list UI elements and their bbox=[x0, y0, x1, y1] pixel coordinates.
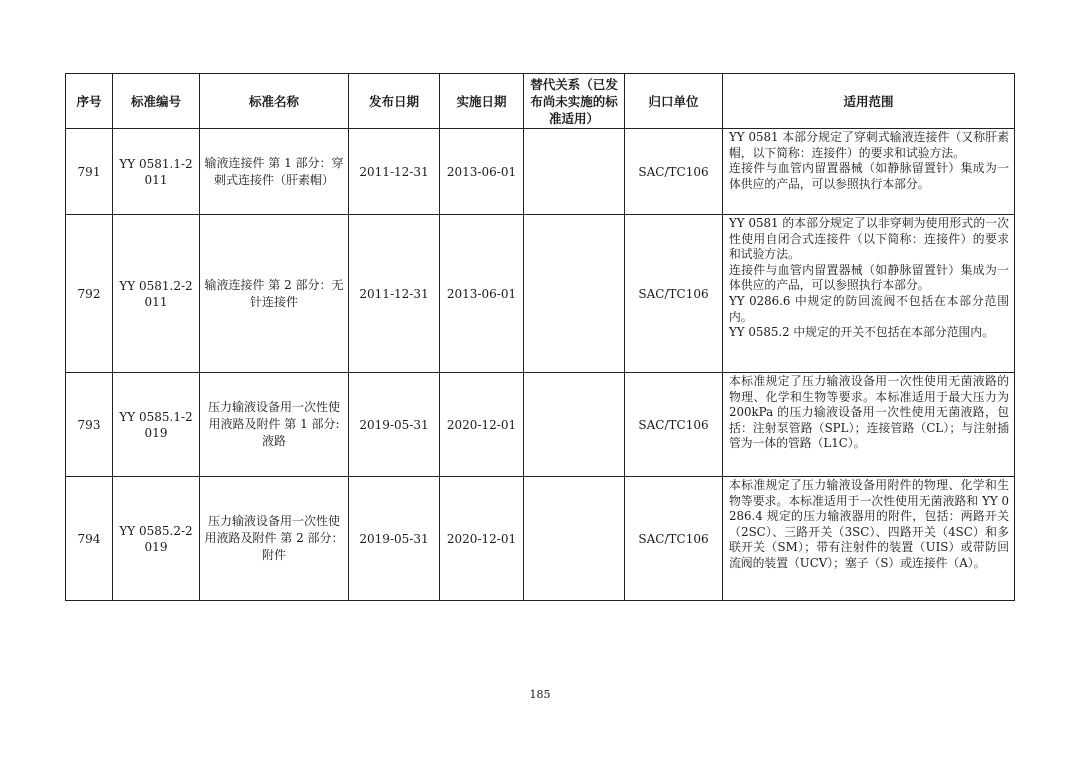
cell-scope bbox=[723, 373, 1015, 477]
cell-replacement bbox=[524, 477, 625, 601]
scope-paragraph: 本标准规定了压力输液设备用一次性使用无菌液路的物理、化学和生物等要求。本标准适用于最大压力为 200kPa 的压力输液设备用一次性使用无菌液路，包括：注射泵管路（SPL）；连接管路（CL）；与注射插管为一体的管路（L1C）。 bbox=[729, 374, 1009, 451]
cell-effective-date: 2013-06-01 bbox=[440, 129, 524, 215]
header-seq: 序号 bbox=[66, 74, 113, 129]
scope-paragraph: YY 0581 的本部分规定了以非穿刺为使用形式的一次性使用自闭合式连接件（以下简称：连接件）的要求和试验方法。 bbox=[729, 216, 1009, 262]
header-publish-date: 发布日期 bbox=[349, 74, 440, 129]
table-row bbox=[66, 129, 1015, 215]
table-row bbox=[66, 373, 1015, 477]
scope-paragraph: YY 0585.2 中规定的开关不包括在本部分范围内。 bbox=[729, 325, 994, 340]
header-scope: 适用范围 bbox=[723, 74, 1015, 129]
cell-publish-date: 2011-12-31 bbox=[349, 215, 440, 373]
cell-seq: 791 bbox=[66, 129, 113, 215]
cell-code: YY 0581.1-2011 bbox=[113, 129, 200, 215]
cell-scope bbox=[723, 477, 1015, 601]
cell-code: YY 0585.2-2019 bbox=[113, 477, 200, 601]
cell-scope bbox=[723, 215, 1015, 373]
header-code: 标准编号 bbox=[113, 74, 200, 129]
cell-unit: SAC/TC106 bbox=[625, 373, 723, 477]
cell-name: 压力输液设备用一次性使用液路及附件 第 1 部分:液路 bbox=[200, 373, 349, 477]
header-replacement: 替代关系（已发布尚未实施的标准适用） bbox=[524, 74, 625, 129]
cell-name: 输液连接件 第 1 部分：穿刺式连接件（肝素帽） bbox=[200, 129, 349, 215]
table-header-row bbox=[66, 74, 1015, 129]
cell-publish-date: 2011-12-31 bbox=[349, 129, 440, 215]
cell-replacement bbox=[524, 129, 625, 215]
cell-publish-date: 2019-05-31 bbox=[349, 373, 440, 477]
cell-seq: 792 bbox=[66, 215, 113, 373]
scope-paragraph: YY 0581 本部分规定了穿刺式输液连接件（又称肝素帽，以下简称：连接件）的要求和试验方法。 bbox=[729, 130, 1009, 160]
cell-scope bbox=[723, 129, 1015, 215]
cell-effective-date: 2020-12-01 bbox=[440, 477, 524, 601]
table-row bbox=[66, 477, 1015, 601]
scope-paragraph: 本标准规定了压力输液设备用附件的物理、化学和生物等要求。本标准适用于一次性使用无菌液路和 YY 0286.4 规定的压力输液器用的附件，包括：两路开关（2SC）、三路开关（3SC）、四路开关（4SC）和多联开关（SM）；带有注射件的装置（UIS）或带防回流阀的装置（UCV）；塞子（S）或连接件（A）。 bbox=[729, 478, 1009, 570]
cell-replacement bbox=[524, 215, 625, 373]
cell-replacement bbox=[524, 373, 625, 477]
scope-paragraph: YY 0286.6 中规定的防回流阀不包括在本部分范围内。 bbox=[729, 293, 1009, 324]
header-unit: 归口单位 bbox=[625, 74, 723, 129]
cell-code: YY 0585.1-2019 bbox=[113, 373, 200, 477]
cell-effective-date: 2020-12-01 bbox=[440, 373, 524, 477]
header-effective-date: 实施日期 bbox=[440, 74, 524, 129]
cell-publish-date: 2019-05-31 bbox=[349, 477, 440, 601]
cell-name: 输液连接件 第 2 部分：无针连接件 bbox=[200, 215, 349, 373]
header-name: 标准名称 bbox=[200, 74, 349, 129]
cell-seq: 794 bbox=[66, 477, 113, 601]
cell-unit: SAC/TC106 bbox=[625, 129, 723, 215]
scope-paragraph: 连接件与血管内留置器械（如静脉留置针）集成为一体供应的产品，可以参照执行本部分。 bbox=[729, 262, 1009, 293]
cell-unit: SAC/TC106 bbox=[625, 477, 723, 601]
standards-table bbox=[65, 73, 1015, 601]
scope-paragraph: 连接件与血管内留置器械（如静脉留置针）集成为一体供应的产品，可以参照执行本部分。 bbox=[729, 161, 1009, 191]
cell-seq: 793 bbox=[66, 373, 113, 477]
table-row bbox=[66, 215, 1015, 373]
cell-name: 压力输液设备用一次性使用液路及附件 第 2 部分：附件 bbox=[200, 477, 349, 601]
cell-code: YY 0581.2-2011 bbox=[113, 215, 200, 373]
cell-effective-date: 2013-06-01 bbox=[440, 215, 524, 373]
cell-unit: SAC/TC106 bbox=[625, 215, 723, 373]
page-number: 185 bbox=[529, 688, 551, 701]
